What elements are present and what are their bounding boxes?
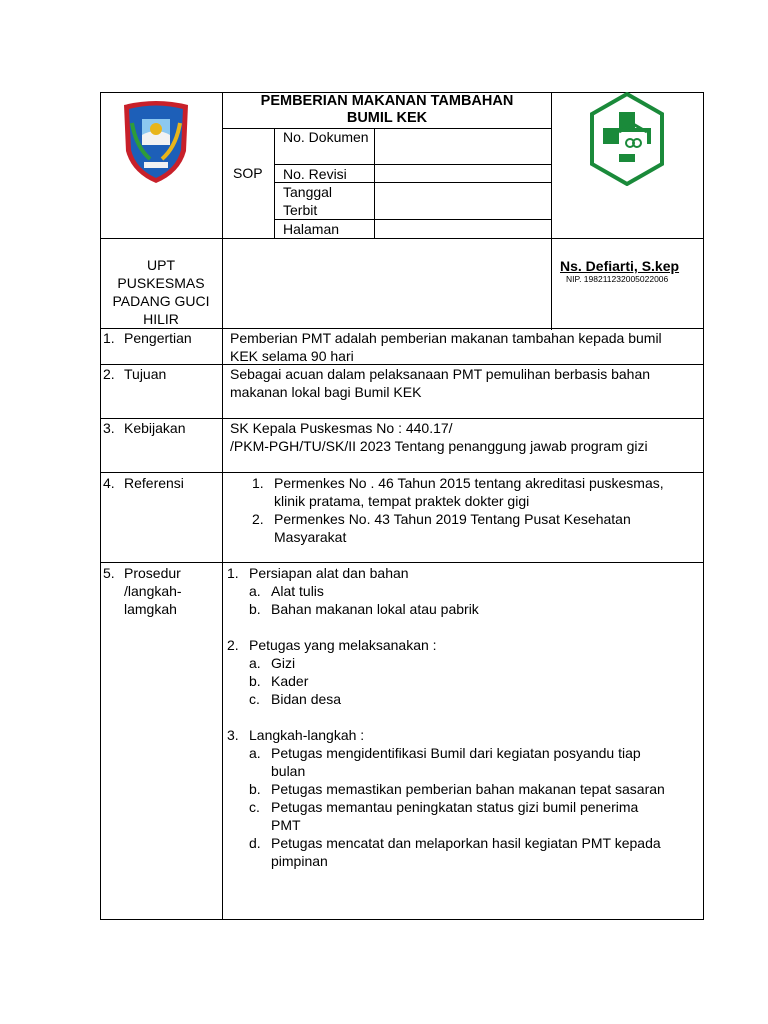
procedure-substep <box>249 798 699 834</box>
procedure-step <box>227 564 699 582</box>
section-3-content <box>230 419 648 455</box>
substep-num: b. <box>249 781 261 797</box>
procedure-substep <box>249 672 699 690</box>
substep-text: Bahan makanan lokal atau pabrik <box>271 601 479 617</box>
substep-text: Petugas mengidentifikasi Bumil dari kegiatan posyandu tiap <box>271 745 641 761</box>
section-2-line-2: makanan lokal bagi Bumil KEK <box>230 384 422 400</box>
sop-label: SOP <box>233 165 263 181</box>
field-label-no-revisi: No. Revisi <box>283 166 347 182</box>
substep-text: Kader <box>271 673 309 689</box>
procedure-substep <box>249 744 699 780</box>
signer-name: Ns. Defiarti, S.kep <box>560 258 680 274</box>
section-3-label: Kebijakan <box>124 420 186 436</box>
border-right <box>703 92 704 920</box>
section-1-content <box>230 329 662 365</box>
reference-item <box>252 474 700 510</box>
section-5-label-line: Prosedur <box>124 565 181 581</box>
section-4-num: 4. <box>103 475 115 491</box>
step-text: Langkah-langkah : <box>249 727 365 743</box>
org-name-line-3: PADANG GUCI <box>112 293 210 309</box>
reference-item <box>252 510 700 546</box>
substep-num: c. <box>249 799 260 815</box>
section-2-line-1: Sebagai acuan dalam pelaksanaan PMT pemulihan berbasis bahan <box>230 366 651 382</box>
section-1-line-1: Pemberian PMT adalah pemberian makanan tambahan kepada bumil <box>230 330 662 346</box>
substep-num: d. <box>249 835 261 851</box>
substep-num: a. <box>249 745 261 761</box>
divider-col-left <box>222 92 223 920</box>
substep-text: Gizi <box>271 655 296 671</box>
reference-num: 2. <box>252 511 264 527</box>
section-5-num: 5. <box>103 565 115 581</box>
section-2-num: 2. <box>103 366 115 382</box>
procedure-substep <box>249 834 699 870</box>
substep-text: Petugas mencatat dan melaporkan hasil kegiatan PMT kepada <box>271 835 661 851</box>
reference-line: klinik pratama, tempat praktek dokter gigi <box>274 493 530 509</box>
org-name <box>100 256 222 328</box>
substep-text: PMT <box>271 817 301 833</box>
divider-sop <box>274 128 275 239</box>
step-num: 2. <box>227 637 239 653</box>
substep-text: bulan <box>271 763 306 779</box>
procedure-substep <box>249 690 699 708</box>
puskesmas-logo-icon <box>589 92 665 186</box>
org-name-line-1: UPT <box>147 257 175 273</box>
substep-num: b. <box>249 673 261 689</box>
divider-field-values <box>374 128 375 239</box>
procedure-substep <box>249 600 699 618</box>
reference-line: Permenkes No. 43 Tahun 2019 Tentang Pusat Kesehatan <box>274 511 631 527</box>
field-label-tanggal-terbit: Tanggal Terbit <box>283 184 333 218</box>
border-left <box>100 92 101 920</box>
section-5-label <box>124 564 182 618</box>
document-title <box>222 93 552 127</box>
reference-num: 1. <box>252 475 264 491</box>
substep-num: a. <box>249 583 261 599</box>
procedure-substep <box>249 582 699 600</box>
divider-title <box>222 128 552 129</box>
title-line-1: PEMBERIAN MAKANAN TAMBAHAN <box>260 93 514 109</box>
section-4-label: Referensi <box>124 475 184 491</box>
substep-num: c. <box>249 691 260 707</box>
reference-line: Permenkes No . 46 Tahun 2015 tentang akreditasi puskesmas, <box>274 475 664 491</box>
border-bottom <box>100 919 704 920</box>
substep-text: Petugas memastikan pemberian bahan makanan tepat sasaran <box>271 781 665 797</box>
procedure-step <box>227 726 699 744</box>
reference-list <box>252 474 700 546</box>
procedure-substep <box>249 780 699 798</box>
section-2-content <box>230 365 650 401</box>
substep-text: Petugas memantau peningkatan status gizi bumil penerima <box>271 799 639 815</box>
field-label-halaman: Halaman <box>283 221 340 237</box>
org-name-line-2: PUSKESMAS <box>117 275 205 291</box>
procedure-substep <box>249 654 699 672</box>
section-1-line-2: KEK selama 90 hari <box>230 348 354 364</box>
divider-row-header <box>100 238 704 239</box>
reference-line: Masyarakat <box>274 529 347 545</box>
section-5-label-line: lamgkah <box>124 601 177 617</box>
substep-text: pimpinan <box>271 853 328 869</box>
signer-nip: NIP. 198211232005022006 <box>566 274 669 284</box>
field-label-no-dokumen: No. Dokumen <box>283 129 369 145</box>
org-name-line-4: HILIR <box>143 311 179 327</box>
substep-num: b. <box>249 601 261 617</box>
section-2-label: Tujuan <box>124 366 167 382</box>
divider-row-3 <box>100 472 704 473</box>
step-num: 1. <box>227 565 239 581</box>
section-1-num: 1. <box>103 330 115 346</box>
substep-text: Bidan desa <box>271 691 342 707</box>
procedure-list <box>227 564 699 870</box>
kabupaten-crest-icon <box>120 99 192 185</box>
substep-num: a. <box>249 655 261 671</box>
section-5-label-line: /langkah- <box>124 583 182 599</box>
step-text: Persiapan alat dan bahan <box>249 565 409 581</box>
section-3-num: 3. <box>103 420 115 436</box>
step-text: Petugas yang melaksanakan : <box>249 637 437 653</box>
substep-text: Alat tulis <box>271 583 324 599</box>
section-3-line-1: SK Kepala Puskesmas No : 440.17/ <box>230 420 453 436</box>
step-num: 3. <box>227 727 239 743</box>
divider-row-4 <box>100 562 704 563</box>
title-line-2: BUMIL KEK <box>346 110 428 126</box>
section-3-line-2: /PKM-PGH/TU/SK/II 2023 Tentang penanggung jawab program gizi <box>230 438 648 454</box>
procedure-step <box>227 636 699 654</box>
section-1-label: Pengertian <box>124 330 192 346</box>
